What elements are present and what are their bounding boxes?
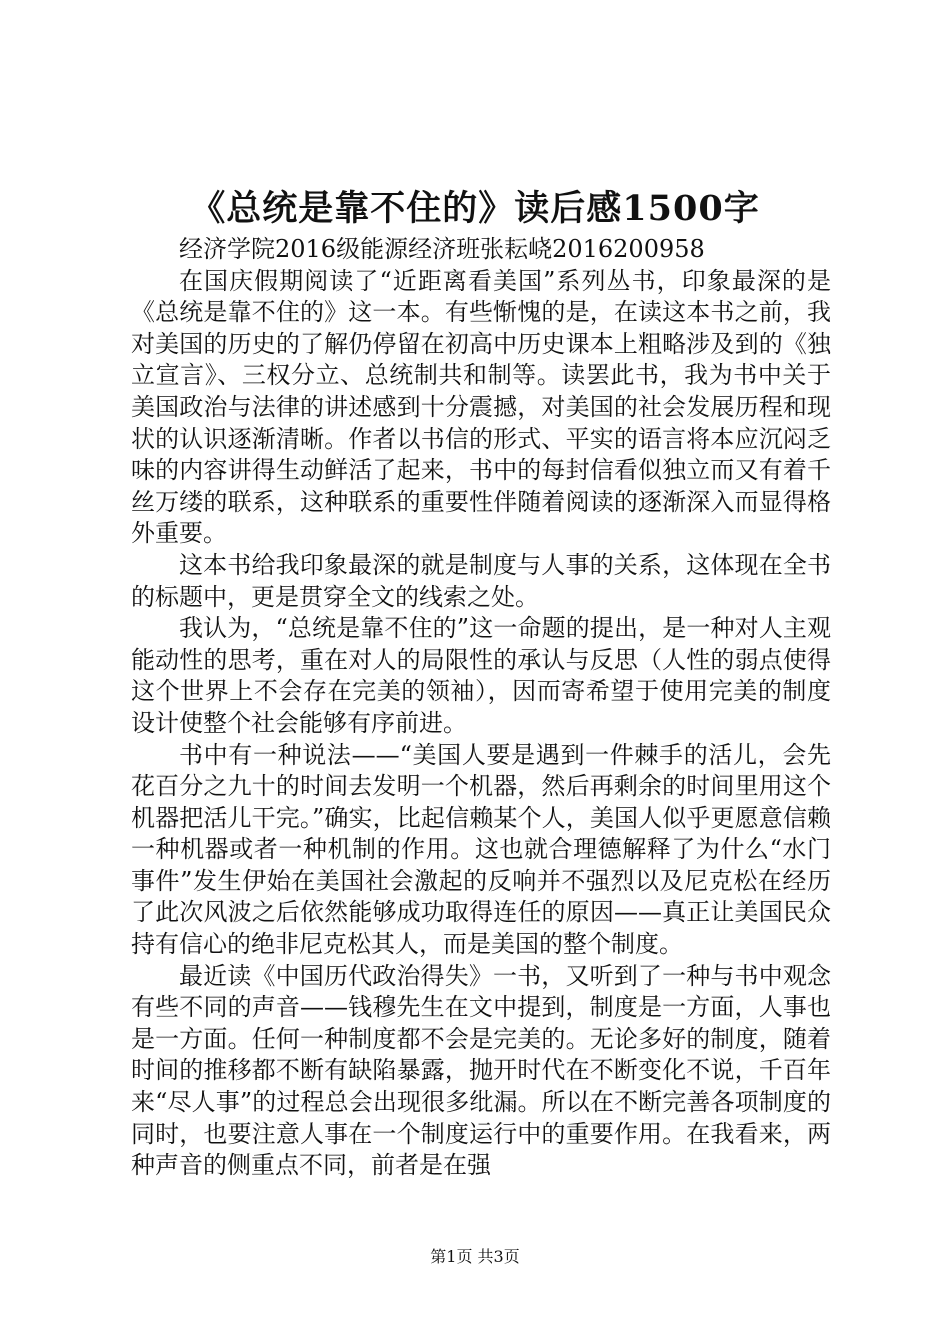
paragraph-5: 最近读《中国历代政治得失》一书，又听到了一种与书中观念有些不同的声音——钱穆先生在文中提到，制度是一方面，人事也是一方面。任何一种制度都不会是完美的。无论多好的制度，随着时间的推移都不断有缺陷暴露，抛开时代在不断变化不说，千百年来“尽人事”的过程总会出现很多纰漏。所以在不断完善各项制度的同时，也要注意人事在一个制度运行中的重要作用。在我看来，两种声音的侧重点不同，前者是在强 (131, 961, 831, 1180)
paragraph-3: 我认为，“总统是靠不住的”这一命题的提出，是一种对人主观能动性的思考，重在对人的局限性的承认与反思（人性的弱点使得这个世界上不会存在完美的领袖），因而寄希望于使用完美的制度设计使整个社会能够有序前进。 (131, 614, 831, 737)
paragraph-2: 这本书给我印象最深的就是制度与人事的关系，这体现在全书的标题中，更是贯穿全文的线索之处。 (131, 550, 831, 611)
page-footer: 第1页 共3页 (430, 1247, 520, 1266)
document-title: 《总统是靠不住的》读后感1500字 (190, 188, 760, 229)
paragraph-1: 在国庆假期阅读了“近距离看美国”系列丛书，印象最深的是《总统是靠不住的》这一本。有些惭愧的是，在读这本书之前，我对美国的历史的了解仍停留在初高中历史课本上粗略涉及到的《独立宣言》、三权分立、总统制共和制等。读罢此书，我为书中关于美国政治与法律的讲述感到十分震撼，对美国的社会发展历程和现状的认识逐渐清晰。作者以书信的形式、平实的语言将本应沉闷乏味的内容讲得生动鲜活了起来，书中的每封信看似独立而又有着千丝万缕的联系，这种联系的重要性伴随着阅读的逐渐深入而显得格外重要。 (131, 266, 831, 548)
author-line: 经济学院2016级能源经济班张耘峣2016200958 (179, 235, 705, 263)
document-body (131, 234, 831, 1182)
paragraph-4: 书中有一种说法——“美国人要是遇到一件棘手的活儿，会先花百分之九十的时间去发明一个机器，然后再剩余的时间里用这个机器把活儿干完。”确实，比起信赖某个人，美国人似乎更愿意信赖一种机器或者一种机制的作用。这也就合理德解释了为什么“水门事件”发生伊始在美国社会激起的反响并不强烈以及尼克松在经历了此次风波之后依然能够成功取得连任的原因——真正让美国民众持有信心的绝非尼克松其人，而是美国的整个制度。 (131, 740, 831, 959)
